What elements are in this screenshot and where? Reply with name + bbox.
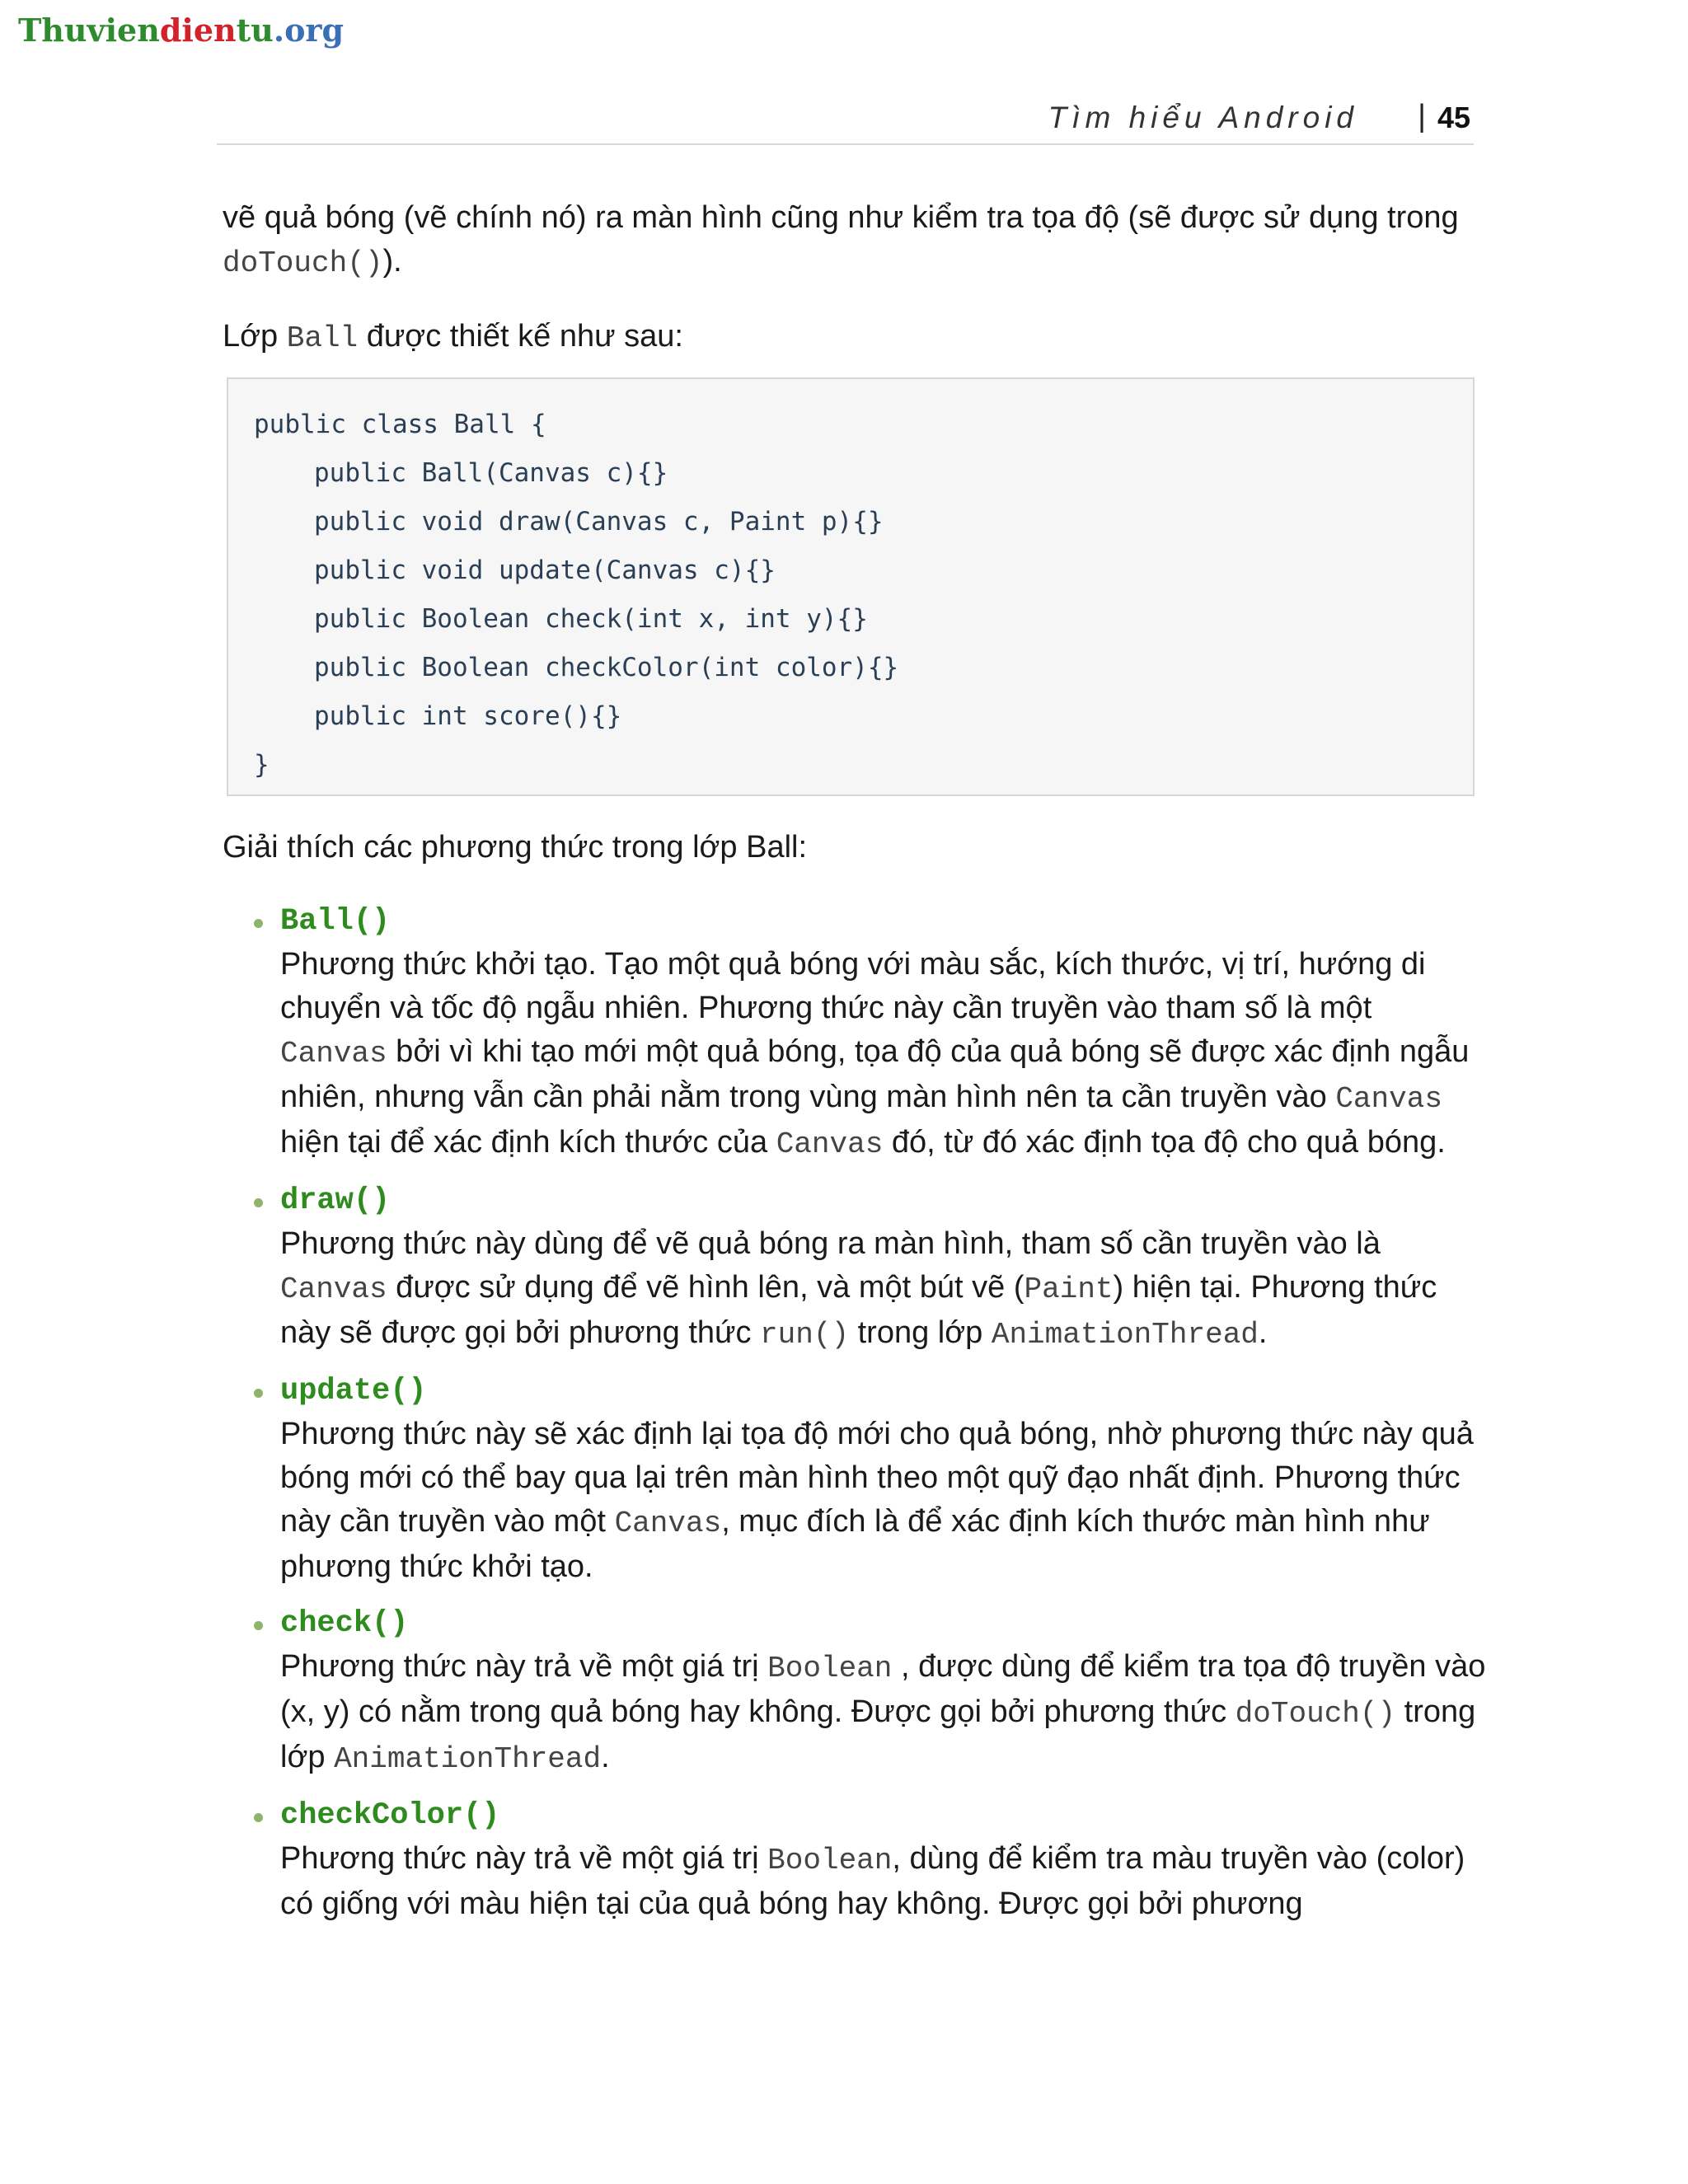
header-separator: | [1418,99,1426,134]
description-text: được sử dụng để vẽ hình lên, và một bút vẽ ( [387,1270,1025,1305]
bullet-icon [254,1621,263,1630]
description-text: . [601,1740,610,1774]
code-line: public Ball(Canvas c){} [314,458,668,488]
description-text: trong lớp [280,1694,1476,1774]
method-item [250,1794,1486,1926]
description-text: hiện tại để xác định kích thước của [280,1125,776,1160]
method-description [280,1837,1486,1926]
method-name: draw() [280,1183,391,1218]
bullet-icon [254,919,263,928]
code-line: public int score(){} [314,701,622,731]
inline-code: doTouch() [1235,1697,1396,1731]
method-description [280,1413,1486,1589]
inline-code: Boolean [767,1652,893,1685]
paragraph-text: ). [382,244,402,279]
method-name: check() [280,1606,409,1641]
method-name: Ball() [280,904,391,939]
inline-code: AnimationThread [991,1318,1259,1352]
description-text: đó, từ đó xác định tọa độ cho quả bóng. [883,1125,1446,1160]
page-number: 45 [1437,101,1470,134]
description-text: Phương thức này trả về một giá trị [280,1841,768,1876]
code-line: public Boolean check(int x, int y){} [314,604,868,634]
methods-intro: Giải thích các phương thức trong lớp Ball: [223,830,808,865]
method-item [250,1179,1486,1357]
code-line: public Boolean checkColor(int color){} [314,653,899,682]
code-line: public void update(Canvas c){} [314,555,776,585]
method-description [280,1645,1486,1781]
inline-code: run() [760,1318,850,1352]
code-line: } [254,750,270,780]
paragraph-text: được thiết kế như sau: [358,319,683,354]
inline-code: Boolean [767,1844,893,1877]
watermark-part: .org [273,12,345,49]
description-text: , mục đích là để xác định kích thước màn hình như phương thức khởi tạo. [280,1504,1430,1584]
bullet-icon [254,1389,263,1398]
book-title: Tìm hiểu Android [1048,101,1358,134]
paragraph-text: Lớp [223,319,287,354]
method-name: update() [280,1374,427,1408]
inline-code: Canvas [280,1037,387,1071]
method-description [280,943,1486,1166]
watermark-part: tu [236,12,274,49]
description-text: Phương thức này sẽ xác định lại tọa độ mới cho quả bóng, nhờ phương thức này quả bóng mới có thể bay qua lại trên màn hình theo một quỹ đạo nhất định. Phương thức này cần truyền vào một [280,1417,1474,1539]
description-text: Phương thức khởi tạo. Tạo một quả bóng với màu sắc, kích thước, vị trí, hướng di chuyển và tốc độ ngẫu nhiên. Phương thức này cần truyền vào tham số là một [280,947,1426,1025]
method-item [250,900,1486,1166]
watermark-part: dien [159,12,237,49]
inline-code: Canvas [280,1272,387,1306]
paragraph-1 [223,196,1484,285]
inline-code: Paint [1024,1272,1114,1306]
description-text: Phương thức này trả về một giá trị [280,1649,768,1684]
page-header [217,97,1474,145]
method-list [250,900,1486,1939]
method-item [250,1602,1486,1781]
code-block [227,377,1475,796]
watermark-part: Thuvien [18,12,160,49]
body-text [223,196,1484,360]
paragraph-text: vẽ quả bóng (vẽ chính nó) ra màn hình cũng như kiểm tra tọa độ (sẽ được sử dụng trong [223,200,1459,235]
bullet-icon [254,1198,263,1207]
bullet-icon [254,1813,263,1822]
method-description [280,1222,1486,1357]
description-text: , được dùng để kiểm tra tọa độ truyền vào (x, y) có nằm trong quả bóng hay không. Được gọi bởi phương thức [280,1649,1486,1729]
inline-code: doTouch() [223,246,383,280]
description-text: bởi vì khi tạo mới một quả bóng, tọa độ của quả bóng sẽ được xác định ngẫu nhiên, nhưng vẫn cần phải nằm trong vùng màn hình nên ta cần truyền vào [280,1034,1470,1114]
inline-code: AnimationThread [334,1742,602,1776]
description-text: , dùng để kiểm tra màu truyền vào (color) có giống với màu hiện tại của quả bóng hay không. Được gọi bởi phương [280,1841,1465,1921]
inline-code: Ball [286,321,359,355]
description-text: ) hiện tại. Phương thức này sẽ được gọi bởi phương thức [280,1270,1437,1350]
description-text: trong lớp [849,1315,992,1350]
code-line: public void draw(Canvas c, Paint p){} [314,507,884,537]
code-line: public class Ball { [254,410,546,439]
method-name: checkColor() [280,1798,500,1833]
description-text: Phương thức này dùng để vẽ quả bóng ra màn hình, tham số cần truyền vào là [280,1226,1381,1261]
inline-code: Canvas [1335,1082,1442,1116]
inline-code: Canvas [614,1507,722,1540]
site-watermark-logo [18,12,344,49]
method-item [250,1370,1486,1589]
description-text: . [1258,1315,1268,1350]
inline-code: Canvas [776,1127,884,1161]
paragraph-2 [223,315,1484,360]
